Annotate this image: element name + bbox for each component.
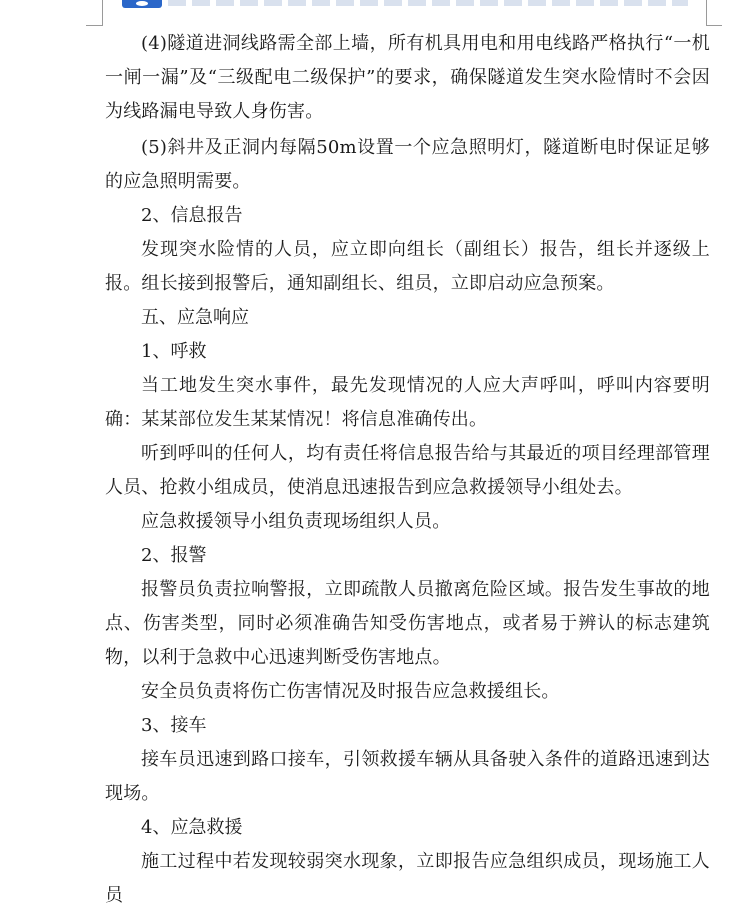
logo-icon bbox=[122, 0, 162, 8]
crop-mark-right bbox=[706, 0, 707, 26]
paragraph-info-report: 发现突水险情的人员，应立即向组长（副组长）报告，组长并逐级上报。组长接到报警后，通知副组长、组员，立即启动应急预案。 bbox=[105, 239, 710, 294]
heading-call-for-help: 1、呼救 bbox=[141, 341, 207, 362]
heading-emergency-rescue: 4、应急救援 bbox=[141, 817, 243, 838]
paragraph-power-lines: (4)隧道进洞线路需全部上墙，所有机具用电和用电线路严格执行“一机一闸一漏”及“三级配电二级保护”的要求，确保隧道发生突水险情时不会因为线路漏电导致人身伤害。 bbox=[105, 33, 710, 122]
paragraph-emergency-rescue: 施工过程中若发现较弱突水现象，立即报告应急组织成员，现场施工人员 bbox=[105, 851, 710, 906]
page-top-strip bbox=[0, 0, 755, 12]
heading-emergency-response: 五、应急响应 bbox=[141, 307, 249, 328]
paragraph-report-to-manager: 听到呼叫的任何人，均有责任将信息报告给与其最近的项目经理部管理人员、抢救小组成员，使消息迅速报告到应急救援领导小组处去。 bbox=[105, 443, 710, 498]
paragraph-emergency-lighting: (5)斜井及正洞内每隔50m设置一个应急照明灯，隧道断电时保证足够的应急照明需要。 bbox=[105, 137, 710, 192]
paragraph-safety-officer: 安全员负责将伤亡伤害情况及时报告应急救援组长。 bbox=[141, 681, 560, 702]
crop-mark-right-horizontal bbox=[706, 25, 722, 26]
paragraph-call-for-help: 当工地发生突水事件，最先发现情况的人应大声呼叫，呼叫内容要明确：某某部位发生某某情况！将信息准确传出。 bbox=[105, 375, 710, 430]
paragraph-leader-organize: 应急救援领导小组负责现场组织人员。 bbox=[141, 511, 451, 532]
heading-info-report: 2、信息报告 bbox=[141, 205, 243, 226]
crop-mark-left-horizontal bbox=[86, 25, 102, 26]
header-decoration bbox=[168, 0, 688, 6]
crop-mark-left bbox=[102, 0, 103, 26]
heading-receive-vehicle: 3、接车 bbox=[141, 715, 207, 736]
heading-alarm: 2、报警 bbox=[141, 545, 207, 566]
paragraph-receive-vehicle: 接车员迅速到路口接车，引领救援车辆从具备驶入条件的道路迅速到达现场。 bbox=[105, 749, 710, 804]
paragraph-alarm: 报警员负责拉响警报，立即疏散人员撤离危险区域。报告发生事故的地点、伤害类型，同时必须准确告知受伤害地点，或者易于辨认的标志建筑物，以利于急救中心迅速判断受伤害地点。 bbox=[105, 579, 710, 668]
